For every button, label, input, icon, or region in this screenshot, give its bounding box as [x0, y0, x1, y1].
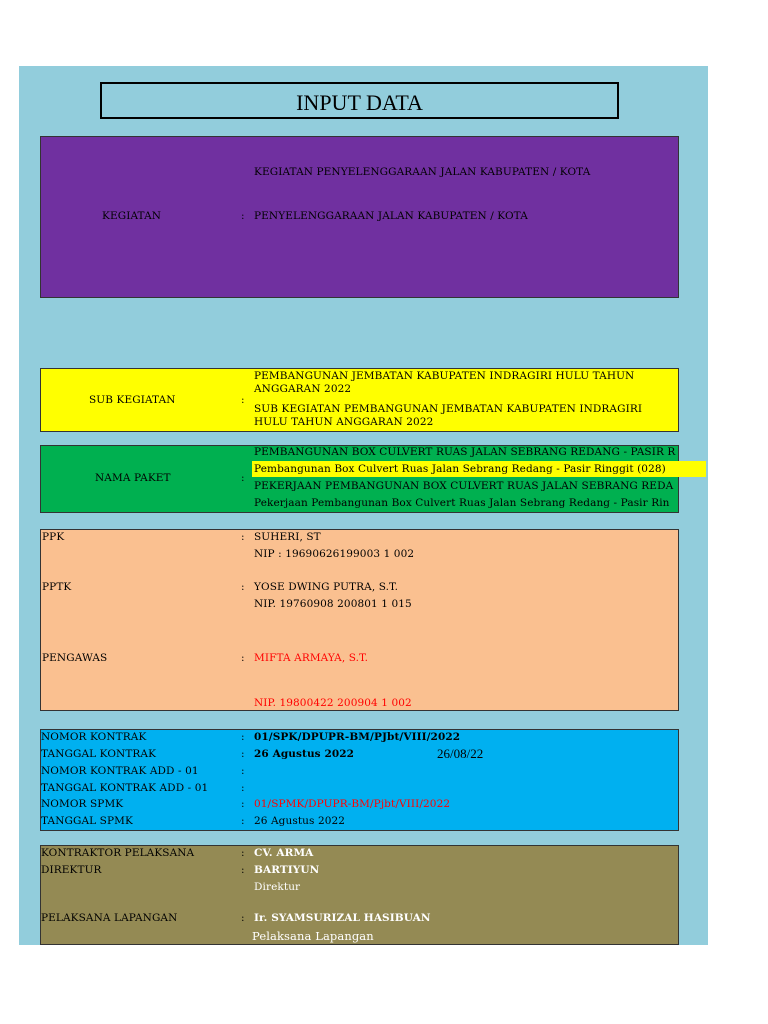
nomor-spmk-colon: : — [241, 798, 245, 810]
ppk-name: SUHERI, ST — [254, 531, 321, 543]
sub-kegiatan-colon: : — [241, 394, 245, 406]
nama-paket-line4: Pekerjaan Pembangunan Box Culvert Ruas Jalan Sebrang Redang - Pasir Rin — [254, 497, 670, 509]
title-box — [100, 82, 619, 119]
kegiatan-line2: PENYELENGGARAAN JALAN KABUPATEN / KOTA — [254, 210, 528, 222]
kontraktor-pelaksana-value: CV. ARMA — [254, 847, 314, 859]
tanggal-kontrak-add-label: TANGGAL KONTRAK ADD - 01 — [41, 782, 209, 794]
sub-kegiatan-label: SUB KEGIATAN — [89, 394, 176, 406]
tanggal-kontrak-value: 26 Agustus 2022 — [254, 748, 355, 760]
nomor-kontrak-add-label: NOMOR KONTRAK ADD - 01 — [41, 765, 199, 777]
pptk-label: PPTK — [42, 581, 72, 593]
kegiatan-colon: : — [241, 210, 245, 222]
pptk-colon: : — [241, 581, 245, 593]
pelaksana-lapangan-label: PELAKSANA LAPANGAN — [41, 912, 178, 924]
pengawas-label: PENGAWAS — [42, 652, 108, 664]
page-title: INPUT DATA — [296, 90, 423, 115]
pptk-name: YOSE DWING PUTRA, S.T. — [254, 581, 399, 593]
kegiatan-line1: KEGIATAN PENYELENGGARAAN JALAN KABUPATEN / KOTA — [254, 166, 591, 178]
nomor-spmk-value: 01/SPMK/DPUPR-BM/Pjbt/VIII/2022 — [254, 798, 451, 810]
kontrak-block — [40, 729, 679, 831]
kontraktor-pelaksana-colon: : — [241, 847, 245, 859]
ppk-colon: : — [241, 531, 245, 543]
tanggal-spmk-label: TANGGAL SPMK — [41, 815, 133, 827]
tanggal-spmk-value: 26 Agustus 2022 — [254, 815, 346, 827]
pengawas-colon: : — [241, 652, 245, 664]
sub-kegiatan-line1b: ANGGARAN 2022 — [254, 383, 352, 395]
ppk-label: PPK — [42, 531, 65, 543]
tanggal-kontrak-colon: : — [241, 748, 245, 760]
kegiatan-label: KEGIATAN — [102, 210, 162, 222]
tanggal-kontrak-short: 26/08/22 — [437, 746, 484, 761]
nomor-spmk-label: NOMOR SPMK — [41, 798, 124, 810]
direktur-label: DIREKTUR — [41, 864, 102, 876]
direktur-name: BARTIYUN — [254, 864, 320, 876]
ppk-nip: NIP : 19690626199003 1 002 — [254, 548, 415, 560]
pengawas-name: MIFTA ARMAYA, S.T. — [254, 652, 369, 664]
nama-paket-line3: PEKERJAAN PEMBANGUNAN BOX CULVERT RUAS JALAN SEBRANG REDA — [254, 480, 674, 492]
direktur-colon: : — [241, 864, 245, 876]
nama-paket-line1: PEMBANGUNAN BOX CULVERT RUAS JALAN SEBRANG REDANG - PASIR R — [254, 446, 676, 458]
nomor-kontrak-value: 01/SPK/DPUPR-BM/PJbt/VIII/2022 — [254, 731, 461, 743]
sub-kegiatan-line2a: SUB KEGIATAN PEMBANGUNAN JEMBATAN KABUPATEN INDRAGIRI — [254, 403, 643, 415]
nama-paket-line2: Pembangunan Box Culvert Ruas Jalan Sebrang Redang - Pasir Ringgit (028) — [254, 463, 666, 475]
tanggal-spmk-colon: : — [241, 815, 245, 827]
pelaksana-lapangan-title: Pelaksana Lapangan — [252, 929, 374, 943]
nama-paket-colon: : — [241, 472, 245, 484]
nomor-kontrak-colon: : — [241, 731, 245, 743]
pelaksana-lapangan-colon: : — [241, 912, 245, 924]
tanggal-kontrak-add-colon: : — [241, 782, 245, 794]
nomor-kontrak-add-colon: : — [241, 765, 245, 777]
sub-kegiatan-line1a: PEMBANGUNAN JEMBATAN KABUPATEN INDRAGIRI HULU TAHUN — [254, 370, 635, 382]
pptk-nip: NIP. 19760908 200801 1 015 — [254, 598, 412, 610]
sub-kegiatan-line2b: HULU TAHUN ANGGARAN 2022 — [254, 416, 434, 428]
nomor-kontrak-label: NOMOR KONTRAK — [41, 731, 147, 743]
pelaksana-lapangan-name: Ir. SYAMSURIZAL HASIBUAN — [254, 912, 431, 924]
kontraktor-pelaksana-label: KONTRAKTOR PELAKSANA — [41, 847, 195, 859]
nama-paket-label: NAMA PAKET — [95, 472, 171, 484]
direktur-title: Direktur — [254, 881, 301, 893]
tanggal-kontrak-label: TANGGAL KONTRAK — [41, 748, 157, 760]
pengawas-nip: NIP. 19800422 200904 1 002 — [254, 697, 412, 709]
